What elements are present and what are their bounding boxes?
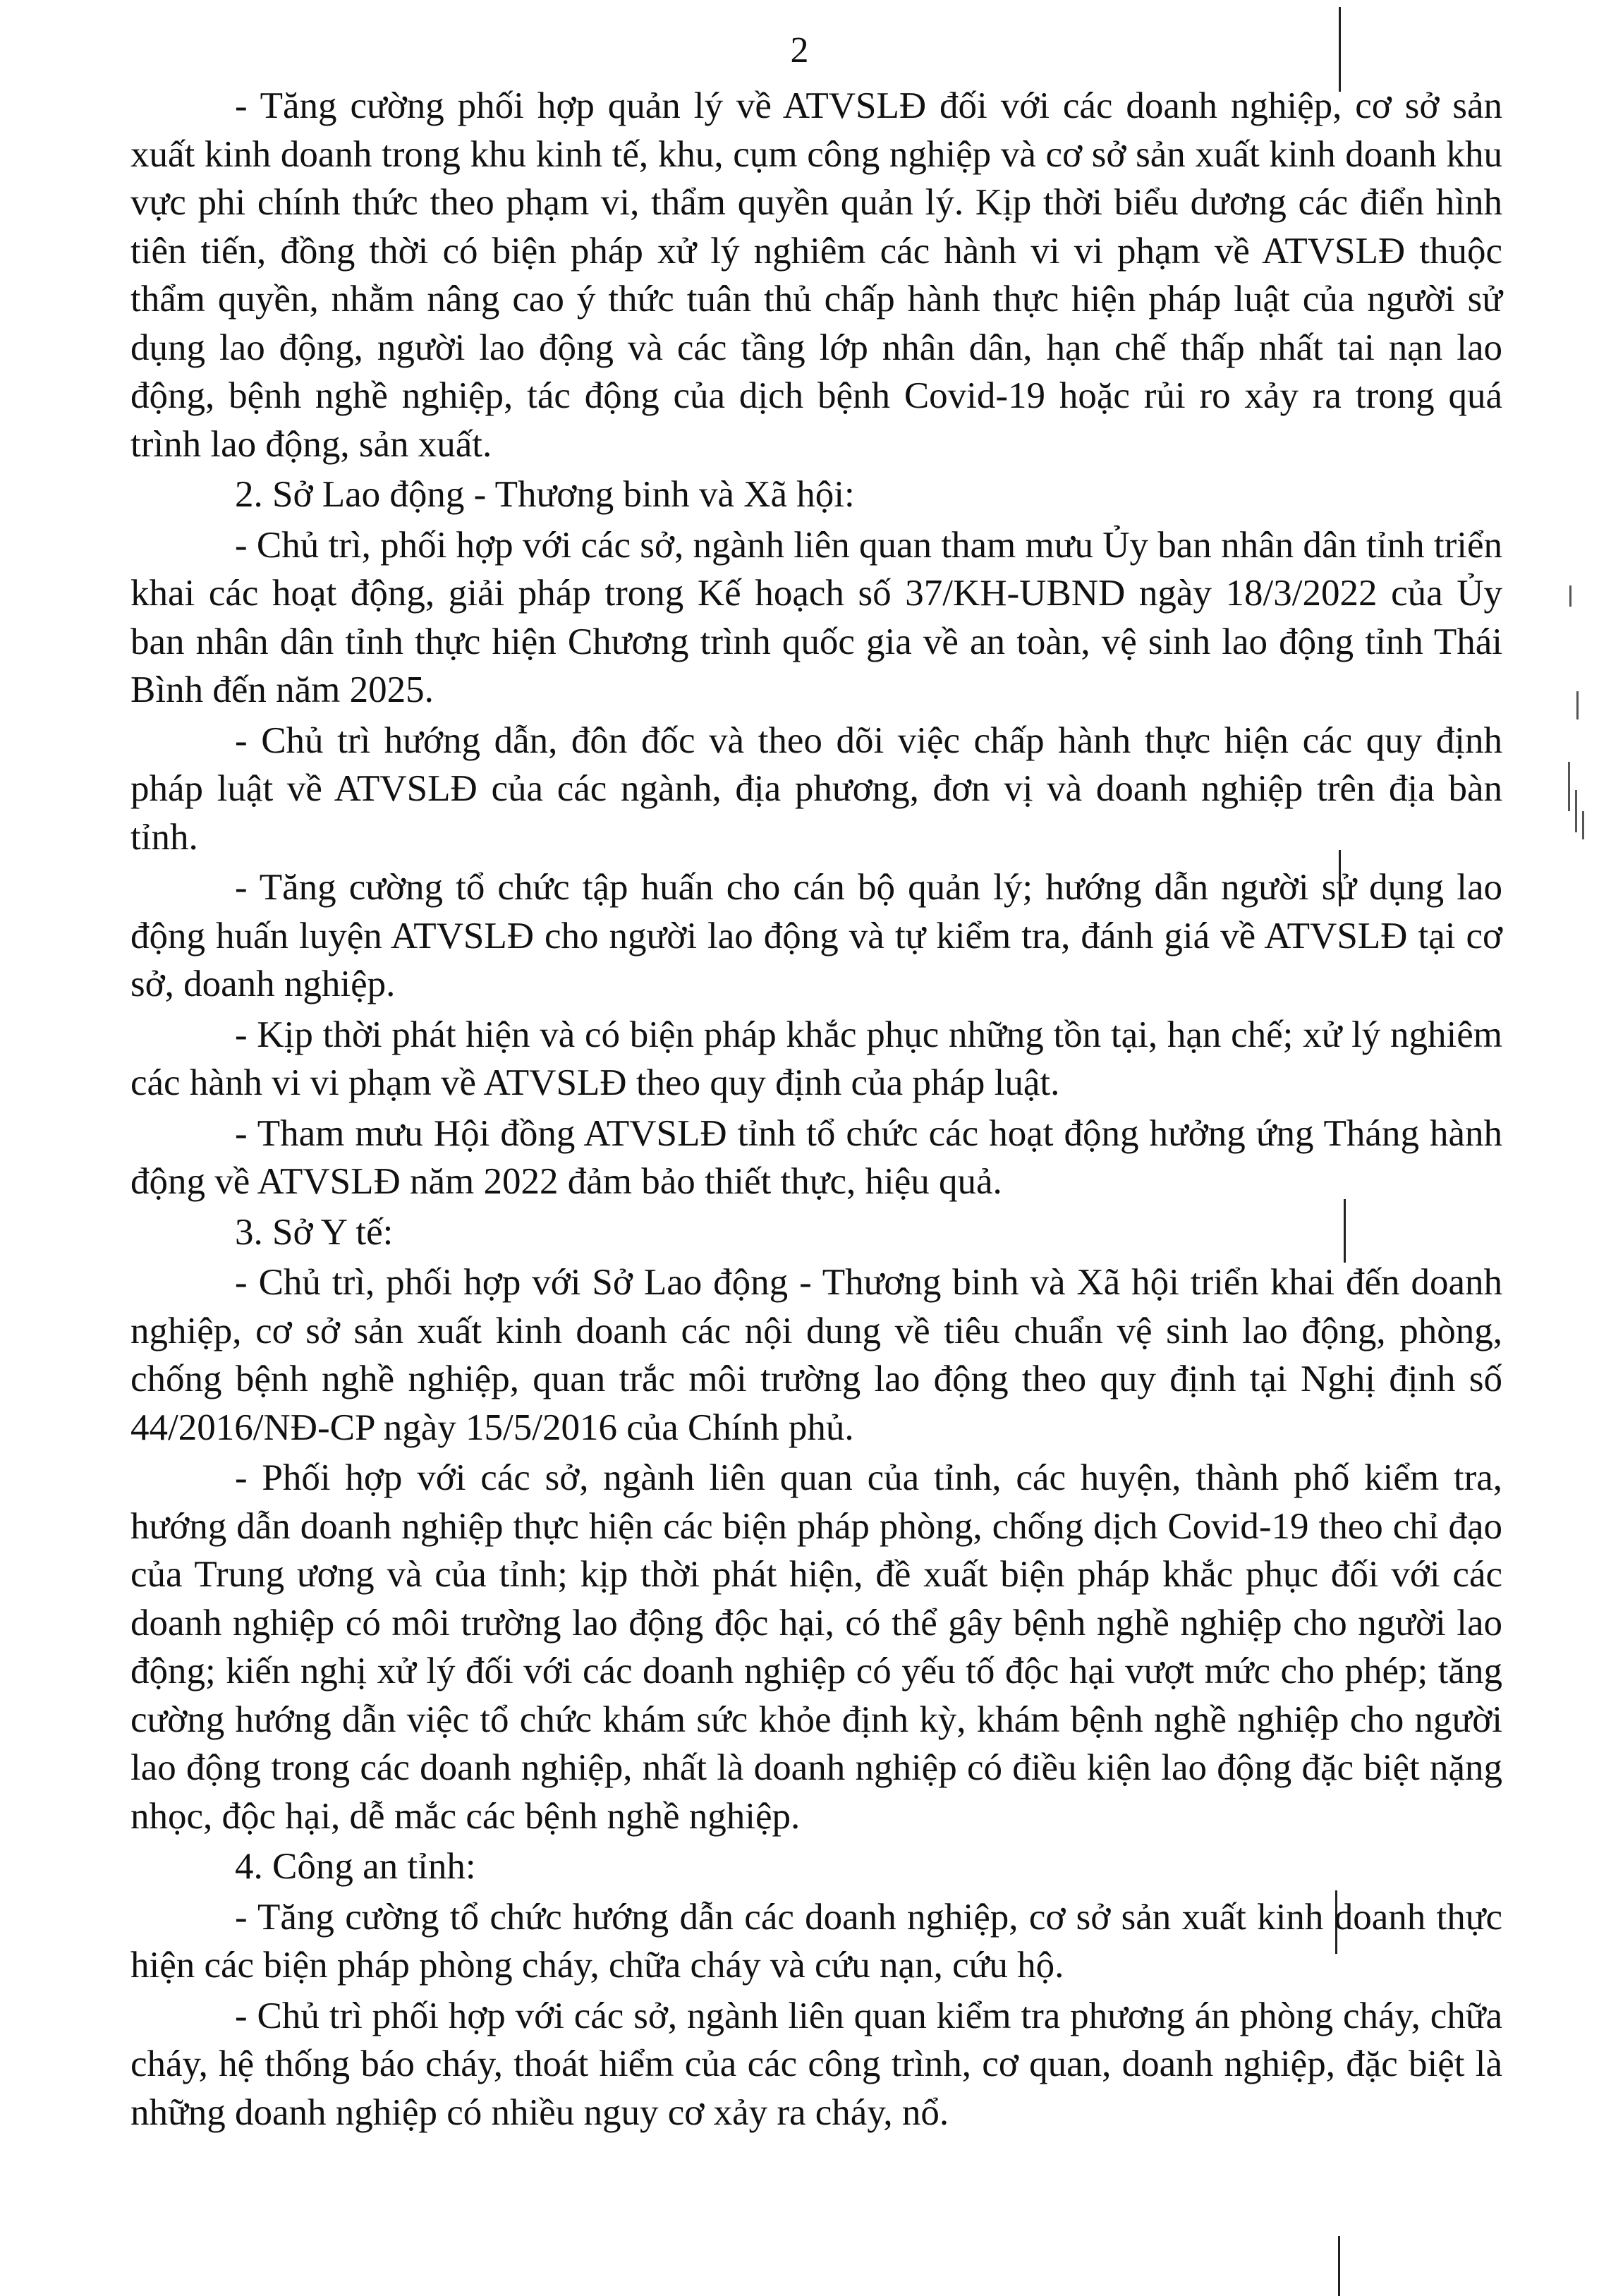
paragraph: - Kịp thời phát hiện và có biện pháp khắc phục những tồn tại, hạn chế; xử lý nghiêm các hành vi vi phạm về ATVSLĐ theo quy định của pháp luật. [130,1014,1502,1103]
paragraph: - Phối hợp với các sở, ngành liên quan của tỉnh, các huyện, thành phố kiểm tra, hướng dẫn doanh nghiệp thực hiện các biện pháp phòng, chống dịch Covid-19 theo chỉ đạo của Trung ương và của tỉnh; kịp thời phát hiện, đề xuất biện pháp khắc phục đối với các doanh nghiệp có môi trường lao động độc hại, có thể gây bệnh nghề nghiệp cho người lao động; kiến nghị xử lý đối với các doanh nghiệp có yếu tố độc hại vượt mức cho phép; tăng cường hướng dẫn việc tổ chức khám sức khỏe định kỳ, khám bệnh nghề nghiệp cho người lao động trong các doanh nghiệp, nhất là doanh nghiệp có điều kiện lao động đặc biệt nặng nhọc, độc hại, dễ mắc các bệnh nghề nghiệp. [130,1457,1502,1837]
section-heading: 4. Công an tỉnh: [235,1846,476,1887]
paragraph: - Tăng cường phối hợp quản lý về ATVSLĐ đối với các doanh nghiệp, cơ sở sản xuất kinh doanh trong khu kinh tế, khu, cụm công nghiệp và cơ sở sản xuất kinh doanh khu vực phi chính thức theo phạm vi, thẩm quyền quản lý. Kịp thời biểu dương các điển hình tiên tiến, đồng thời có biện pháp xử lý nghiêm các hành vi vi phạm về ATVSLĐ thuộc thẩm quyền, nhằm nâng cao ý thức tuân thủ chấp hành thực hiện pháp luật của người sử dụng lao động, người lao động và các tầng lớp nhân dân, hạn chế thấp nhất tai nạn lao động, bệnh nghề nghiệp, tác động của dịch bệnh Covid-19 hoặc rủi ro xảy ra trong quá trình lao động, sản xuất. [130,85,1502,465]
paragraph: - Tham mưu Hội đồng ATVSLĐ tỉnh tổ chức các hoạt động hưởng ứng Tháng hành động về ATVSLĐ năm 2022 đảm bảo thiết thực, hiệu quả. [130,1112,1502,1202]
page-number: 2 [790,30,809,71]
paragraph: - Chủ trì, phối hợp với các sở, ngành liên quan tham mưu Ủy ban nhân dân tỉnh triển khai các hoạt động, giải pháp trong Kế hoạch số 37/KH-UBND ngày 18/3/2022 của Ủy ban nhân dân tỉnh thực hiện Chương trình quốc gia về an toàn, vệ sinh lao động tỉnh Thái Bình đến năm 2025. [130,524,1502,710]
scan-artifact-line [1338,2236,1340,2296]
section-heading: 3. Sở Y tế: [235,1211,394,1253]
paragraph: - Chủ trì hướng dẫn, đôn đốc và theo dõi việc chấp hành thực hiện các quy định pháp luật về ATVSLĐ của các ngành, địa phương, đơn vị và doanh nghiệp trên địa bàn tỉnh. [130,719,1502,858]
section-heading: 2. Sở Lao động - Thương binh và Xã hội: [235,474,855,515]
scan-edge-marks [1555,578,1591,875]
paragraph: - Tăng cường tổ chức tập huấn cho cán bộ quản lý; hướng dẫn người sử dụng lao động huấn luyện ATVSLĐ cho người lao động và tự kiểm tra, đánh giá về ATVSLĐ tại cơ sở, doanh nghiệp. [130,867,1502,1004]
paragraph: - Chủ trì phối hợp với các sở, ngành liên quan kiểm tra phương án phòng cháy, chữa cháy, hệ thống báo cháy, thoát hiểm của các công trình, cơ quan, doanh nghiệp, đặc biệt là những doanh nghiệp có nhiều nguy cơ xảy ra cháy, nổ. [130,1995,1502,2133]
paragraph: - Tăng cường tổ chức hướng dẫn các doanh nghiệp, cơ sở sản xuất kinh doanh thực hiện các biện pháp phòng cháy, chữa cháy và cứu nạn, cứu hộ. [130,1896,1502,1986]
paragraph: - Chủ trì, phối hợp với Sở Lao động - Thương binh và Xã hội triển khai đến doanh nghiệp, cơ sở sản xuất kinh doanh các nội dung về tiêu chuẩn vệ sinh lao động, phòng, chống bệnh nghề nghiệp, quan trắc môi trường lao động theo quy định tại Nghị định số 44/2016/NĐ-CP ngày 15/5/2016 của Chính phủ. [130,1262,1502,1448]
document-body [130,82,1502,2139]
